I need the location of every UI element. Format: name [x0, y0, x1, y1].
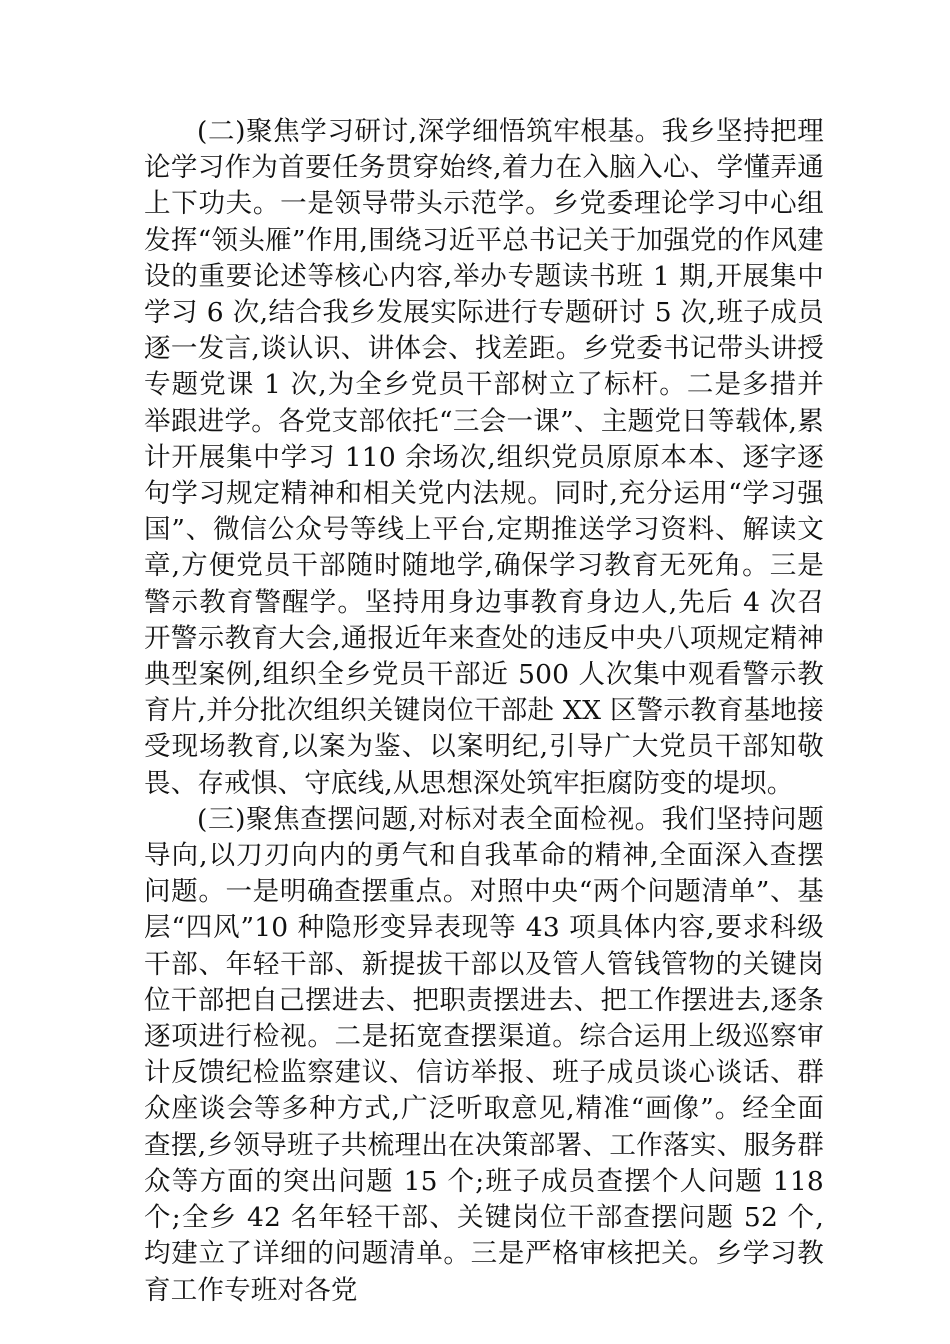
paragraph-study-discussion: (二)聚焦学习研讨,深学细悟筑牢根基。我乡坚持把理论学习作为首要任务贯穿始终,着力在入脑入心、学懂弄通上下功夫。一是领导带头示范学。乡党委理论学习中心组发挥“领头雁”作用,围绕习近平总书记关于加强党的作风建设的重要论述等核心内容,举办专题读书班 1 期,开展集中学习 6 次,结合我乡发展实际进行专题研讨 5 次,班子成员逐一发言,谈认识、讲体会、找差距。乡党委书记带头讲授专题党课 1 次,为全乡党员干部树立了标杆。二是多措并举跟进学。各党支部依托“三会一课”、主题党日等载体,累计开展集中学习 110 余场次,组织党员原原本本、逐字逐句学习规定精神和相关党内法规。同时,充分运用“学习强国”、微信公众号等线上平台,定期推送学习资料、解读文章,方便党员干部随时随地学,确保学习教育无死角。三是警示教育警醒学。坚持用身边事教育身边人,先后 4 次召开警示教育大会,通报近年来查处的违反中央八项规定精神典型案例,组织全乡党员干部近 500 人次集中观看警示教育片,并分批次组织关键岗位干部赴 XX 区警示教育基地接受现场教育,以案为鉴、以案明纪,引导广大党员干部知敬畏、存戒惧、守底线,从思想深处筑牢拒腐防变的堤坝。 — [144, 116, 824, 799]
paragraph-problem-review: (三)聚焦查摆问题,对标对表全面检视。我们坚持问题导向,以刀刃向内的勇气和自我革命的精神,全面深入查摆问题。一是明确查摆重点。对照中央“两个问题清单”、基层“四风”10 种隐形变异表现等 43 项具体内容,要求科级干部、年轻干部、新提拔干部以及管人管钱管物的关键岗位干部把自己摆进去、把职责摆进去、把工作摆进去,逐条逐项进行检视。二是拓宽查摆渠道。综合运用上级巡察审计反馈纪检监察建议、信访举报、班子成员谈心谈话、群众座谈会等多种方式,广泛听取意见,精准“画像”。经全面查摆,乡领导班子共梳理出在决策部署、工作落实、服务群众等方面的突出问题 15 个;班子成员查摆个人问题 118 个;全乡 42 名年轻干部、关键岗位干部查摆问题 52 个,均建立了详细的问题清单。三是严格审核把关。乡学习教育工作专班对各党 — [144, 803, 824, 1306]
document-body — [144, 114, 824, 1309]
